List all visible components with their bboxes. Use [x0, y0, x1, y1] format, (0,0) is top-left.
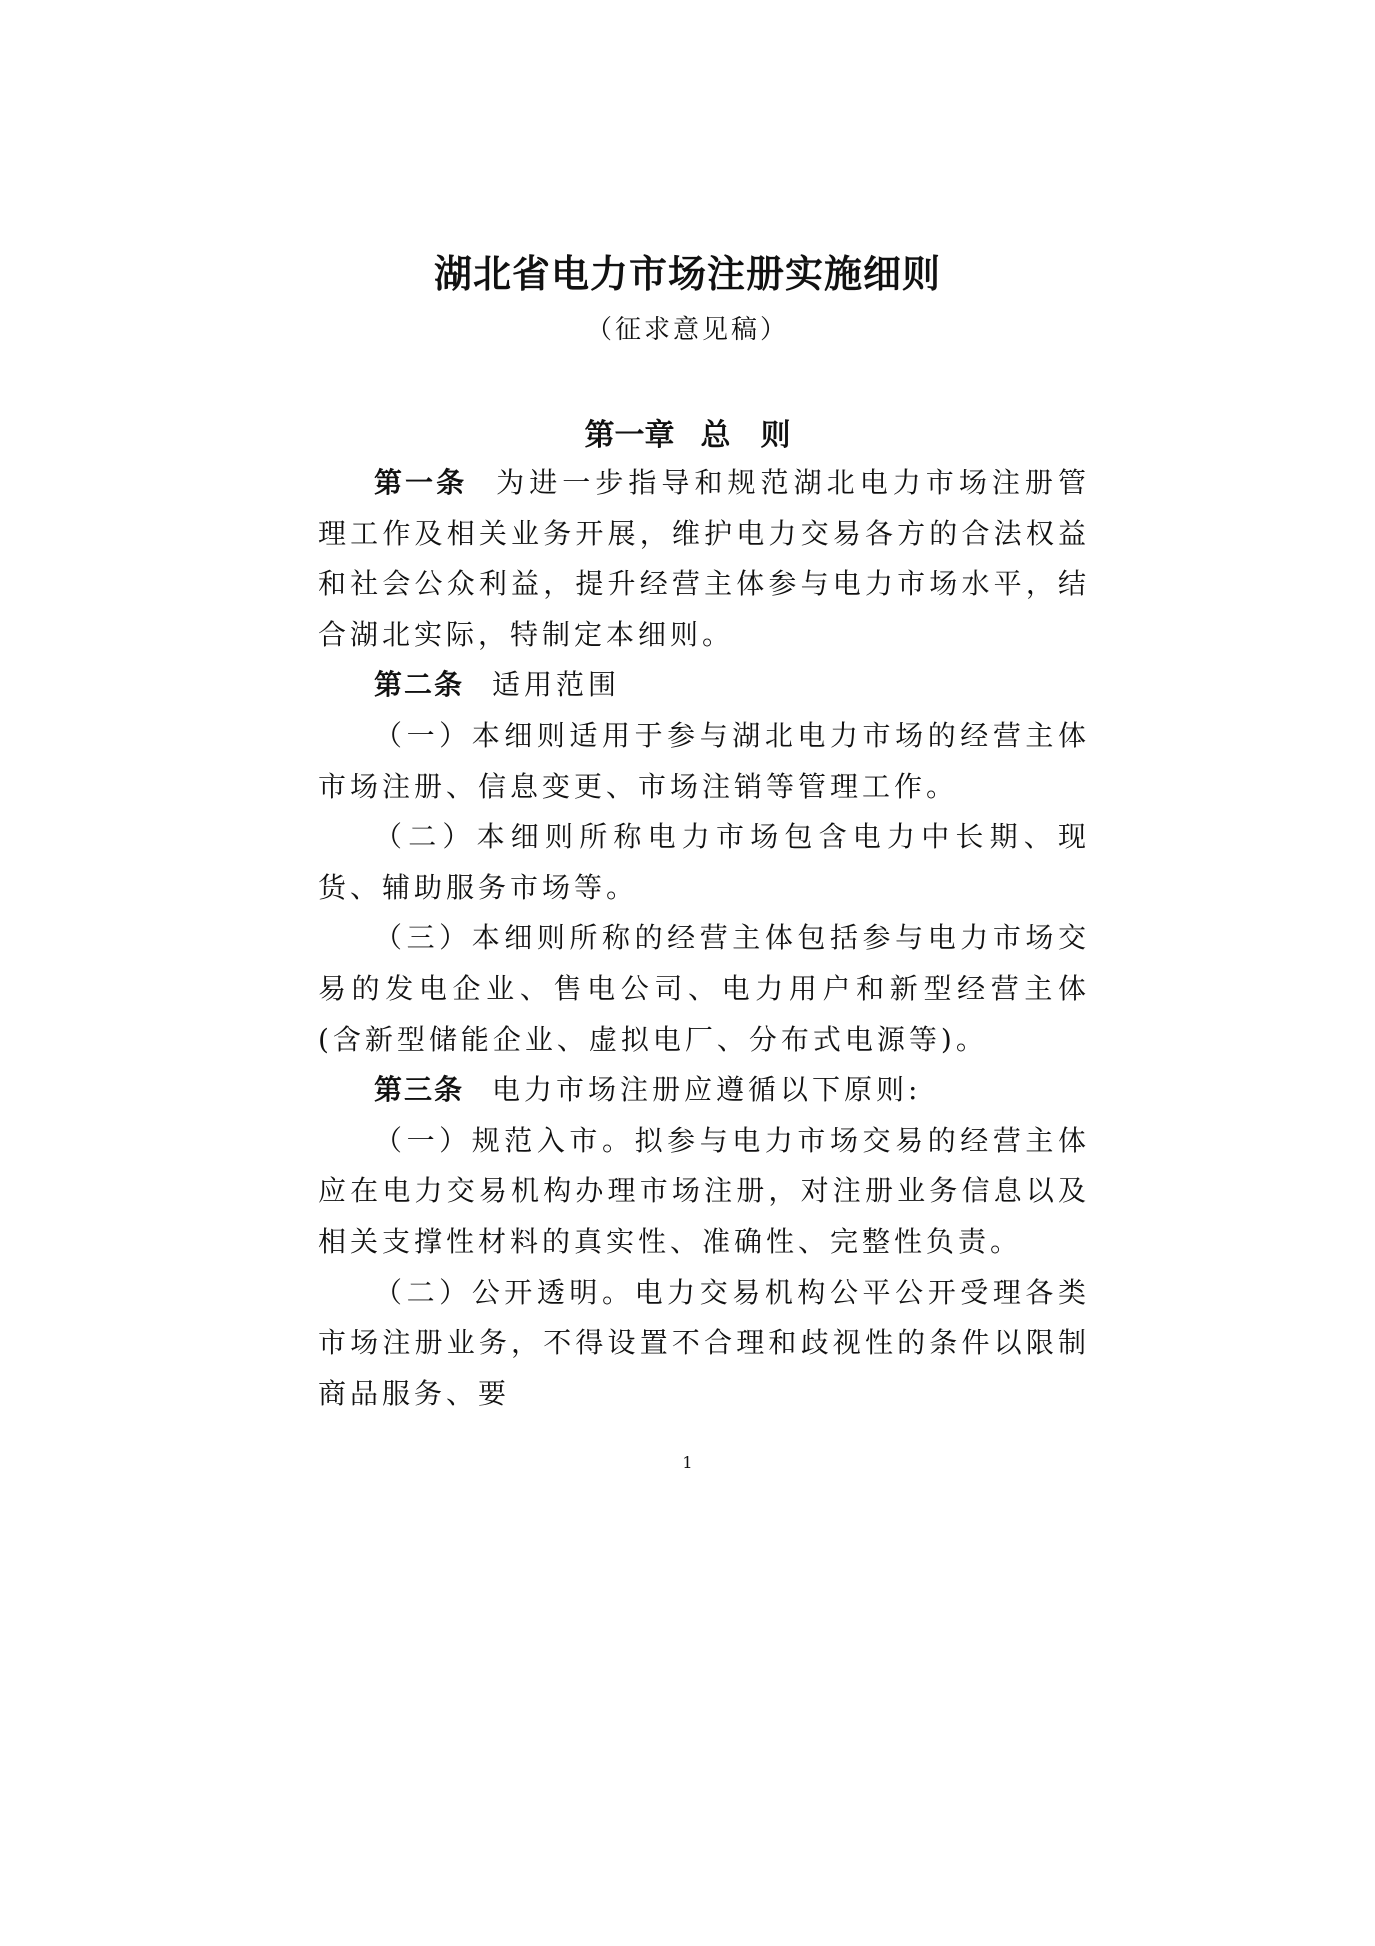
paragraph-text: 电力市场注册应遵循以下原则: — [492, 1073, 922, 1107]
paragraph — [318, 1268, 1090, 1420]
article-number: 第三条 — [374, 1073, 465, 1107]
paragraph — [318, 1116, 1090, 1268]
page-number: 1 — [682, 1453, 693, 1472]
paragraph — [318, 1065, 1090, 1116]
paragraph — [318, 660, 1090, 711]
article-number: 第一条 — [374, 466, 468, 499]
paragraph-text: 适用范围 — [492, 668, 621, 702]
paragraph — [318, 913, 1090, 1065]
paragraph — [318, 711, 1090, 812]
document-body — [318, 458, 1090, 1419]
document-title: 湖北省电力市场注册实施细则 — [433, 251, 941, 296]
paragraph — [318, 812, 1090, 913]
paragraph-text: （三）本细则所称的经营主体包括参与电力市场交易的发电企业、售电公司、电力用户和新型经营主体(含新型储能企业、虚拟电厂、分布式电源等)。 — [318, 921, 1090, 1056]
document-subtitle: （征求意见稿） — [585, 315, 789, 345]
chapter-heading — [0, 414, 1375, 458]
paragraph-text: （二）本细则所称电力市场包含电力中长期、现货、辅助服务市场等。 — [318, 820, 1090, 904]
paragraph-text: （一）本细则适用于参与湖北电力市场的经营主体市场注册、信息变更、市场注销等管理工作。 — [318, 718, 1090, 803]
chapter-number: 第一章 — [584, 418, 675, 453]
paragraph — [318, 458, 1090, 660]
article-number: 第二条 — [374, 668, 465, 702]
paragraph-text: （一）规范入市。拟参与电力市场交易的经营主体应在电力交易机构办理市场注册，对注册业务信息以及相关支撑性材料的真实性、准确性、完整性负责。 — [318, 1123, 1090, 1258]
chapter-name: 总 则 — [700, 418, 791, 453]
paragraph-text: （二）公开透明。电力交易机构公平公开受理各类市场注册业务，不得设置不合理和歧视性的条件以限制商品服务、要 — [318, 1275, 1090, 1410]
paragraph-text: 为进一步指导和规范湖北电力市场注册管理工作及相关业务开展，维护电力交易各方的合法权益和社会公众利益，提升经营主体参与电力市场水平，结合湖北实际，特制定本细则。 — [318, 466, 1090, 651]
